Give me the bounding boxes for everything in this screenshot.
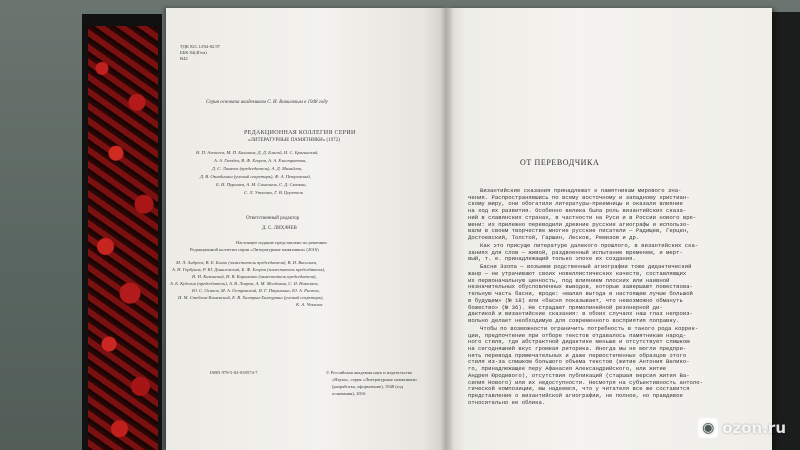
body-text-line: гической композиции, мы надеемся, что у читателя все же составится: [468, 385, 690, 393]
ozon-logo-icon: ◉: [698, 418, 718, 438]
board-member-line: А. А. Гвоздев, В. Ф. Егоров, А. А. Елистратова,: [214, 158, 307, 163]
ozon-watermark: [698, 418, 786, 438]
body-text-line: Византийские сказания принадлежат к памятникам мирового зна-: [480, 187, 682, 194]
board-subtitle: «ЛИТЕРАТУРНЫЕ ПАМЯТНИКИ» (1972): [248, 138, 340, 143]
board-member-line: Д. В. Ознобишин (ученый секретарь), Ф. А. Петровский,: [200, 174, 311, 179]
right-page: [446, 8, 772, 450]
body-text-line: ного стиля, где абстрактной дидактике меньше и отсутствует слишком: [468, 338, 690, 346]
board-2016-line: К. А. Чекалов: [296, 302, 323, 307]
watermark-text: ozon.ru: [722, 419, 786, 437]
board-member-line: Н. П. Алексеев, М. П. Балашов, Д. Д. Благой, И. С. Брагинский,: [196, 150, 319, 155]
body-text-line: Андрея Юродивого), отсутствия публикаций (старшая версия жития Ва-: [468, 371, 690, 379]
author-code: В42: [180, 56, 188, 61]
body-text-line: на сегодняшний вкус громкая риторика. Иногда мы не могли предпри-: [468, 345, 687, 352]
body-text-line: стиля из-за слишком большого объема текстов (житие Антония Велико-: [468, 358, 690, 366]
body-text-line: вали в своем творчестве многие русские писатели — Радищев, Герцен,: [468, 227, 690, 235]
editor-name: Д. С. ЛИХАЧЕВ: [262, 226, 297, 231]
board-title: РЕДАКЦИОННАЯ КОЛЛЕГИЯ СЕРИИ: [244, 130, 356, 136]
body-text-line: их первоначальную ценность, под влиянием плоских или наивной: [468, 276, 670, 284]
copyright-line: © Российская академия наук и издательство: [326, 370, 413, 375]
board-2016-line: А. Б. Куделин (председатель), А. В. Лавров, А. М. Молдован, С. И. Николаев,: [170, 281, 319, 286]
series-founded: Серия основана академиком С. И. Вавиловым в 1948 году: [206, 100, 328, 105]
isbn: ISBN 978-5-02-039574-7: [210, 370, 258, 375]
page-heading: ОТ ПЕРЕВОДЧИКА: [520, 158, 600, 167]
body-text-line: божество» (№ 36). Не страдают прямолинейной резонерной ди-: [468, 303, 663, 311]
left-page: [166, 8, 446, 450]
board-member-line: Д. С. Лихачев (председатель), А. Д. Михайлов,: [212, 166, 303, 171]
udc-code: УДК 821.14'04-82.97: [180, 44, 221, 49]
body-text-line: ний в славянских странах, в частности на Руси и в России нового вре-: [468, 213, 697, 221]
board-2016-line: И. М. Стеблин-Каменский, Е. В. Халтрин-Халтурина (ученый секретарь),: [178, 295, 324, 300]
body-text-line: вый, т. е. принадлежащий только эпохе их создания.: [468, 255, 636, 263]
cover-ornament: [88, 26, 158, 450]
body-text-line: силия Нового) или их недоступности. Несмотря на субъективность антоло-: [468, 378, 703, 386]
body-text-line: тельную часть басни, вроде: «малая выгода в настоящем лучше большой: [468, 290, 693, 298]
body-text-line: в будущем» (№ 18) или «басня показывает, что невозможно обмануть: [468, 296, 683, 304]
body-text-line: заниях для слов — живой, раздвоенный испытание временем, и мерт-: [468, 248, 683, 256]
body-text-line: Чтобы по возможности ограничить потребность в такого рода коррек-: [480, 324, 699, 332]
body-text-line: Как это присуще литературе далекого прошлого, в византийских ска-: [480, 241, 699, 249]
copyright-line: «Наука», серия «Литературные памятники»: [332, 377, 418, 382]
body-text-line: на ход их развития. Особенно велика была роль византийских сказа-: [468, 207, 687, 215]
board-member-line: Б. И. Пуришев, А. М. Самсонов, С. Д. Сказкин,: [216, 182, 307, 187]
copyright-line: (разработка, оформление), 1948 (год: [332, 384, 404, 389]
board-member-line: С. Л. Утченко, Г. В. Церетели: [244, 190, 304, 195]
body-text-line: нять перевода примечательных и даже первостепенных образцов этого: [468, 351, 687, 359]
bbk-code: ББК 84(4Гем): [180, 50, 207, 55]
board-2016-line: Ю. С. Осипов, М. А. Островский, И. Г. Птушкина, Ю. А. Рыжов,: [192, 288, 320, 293]
body-text-line: мени: их прилежно переводили древние русские агиографы и использо-: [468, 220, 690, 228]
copyright-line: основания), 2016: [332, 391, 366, 396]
book-gutter: [440, 8, 454, 450]
body-text-line: Басни Эзопа — возьмем родственный агиографии тоже дидактический: [480, 263, 692, 271]
body-text-line: чения. Распространявшись по всему восточному и западному христиан-: [468, 193, 690, 201]
body-text-line: го, принадлежащее перу Афанасия Александрийского, или житие: [468, 365, 667, 373]
body-text-line: представление о византийской агиографии, не полное, но правдивое: [468, 391, 683, 399]
body-text-line: дактикой и византийские сказания: в обоих случаях наш глаз непроиз-: [468, 310, 693, 318]
board-2016-line: М. Л. Андреев, В. Е. Багно (заместитель председателя), В. И. Васильев,: [176, 260, 318, 265]
body-text-line: вольно делает необходимую для современного восприятия поправку.: [468, 316, 680, 324]
reprint-note-line: Настоящее издание представлено по решению: [236, 240, 327, 245]
board-2016-line: Н. Н. Казанский, Н. В. Корниенко (заместитель председателя),: [192, 274, 317, 279]
editor-label: Ответственный редактор: [246, 216, 300, 221]
body-text-line: незначительных обусловленных выводов, которые завершают повествова-: [468, 283, 693, 291]
reprint-note-line: Редакционной коллегии серии «Литературные памятники» (2016): [190, 247, 319, 252]
body-text-line: относительно ее облика.: [468, 398, 546, 406]
back-cover: [772, 12, 800, 450]
body-text-line: скому миру, они обогатили литературы-преемницы и оказали влияние: [468, 200, 683, 208]
board-2016-line: А. Н. Горбунов, Р. Ю. Данилевский, Б. Ф. Егоров (заместитель председателя),: [172, 267, 326, 272]
body-text-line: жанр — не утрачивают своих новеллистических качеств, составляющих: [468, 270, 687, 277]
body-text-line: ции, предпочтение при отборе текстов отдавалось памятникам народ-: [468, 331, 687, 339]
body-text-line: Достоевский, Толстой, Гаршин, Лесков, Ремизов и др.: [468, 233, 640, 241]
